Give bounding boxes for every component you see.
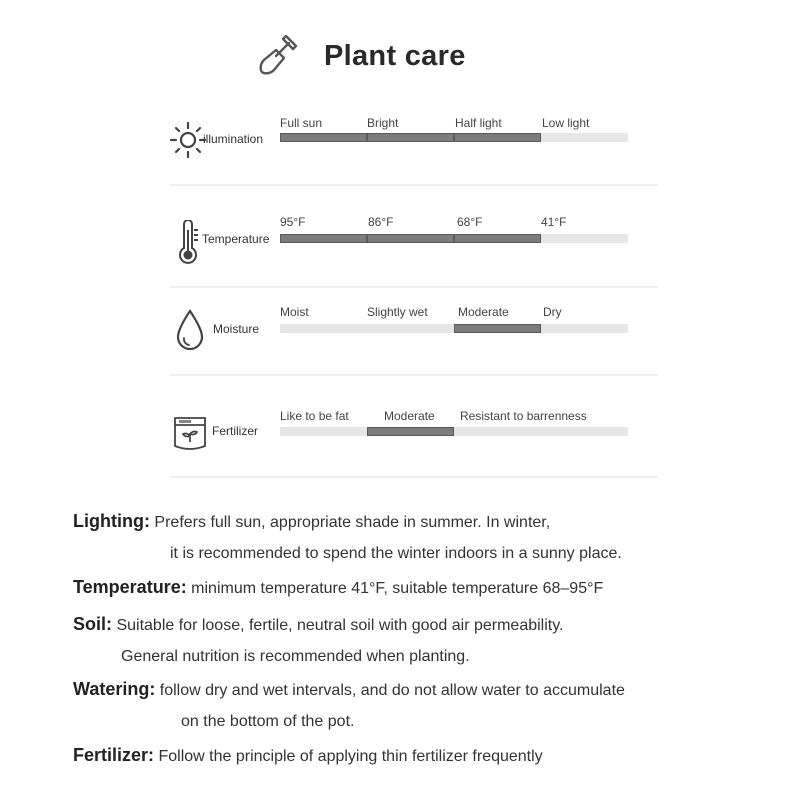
divider bbox=[170, 184, 658, 186]
shovel-icon bbox=[256, 32, 302, 78]
lighting-note bbox=[73, 511, 550, 532]
tick-slightly-wet: Slightly wet bbox=[367, 305, 428, 319]
divider bbox=[170, 286, 658, 288]
scale-segment-selected bbox=[454, 234, 541, 243]
water-drop-icon bbox=[174, 308, 206, 352]
scale-segment-selected bbox=[454, 324, 541, 333]
moisture-row bbox=[160, 300, 660, 360]
watering-note bbox=[73, 679, 625, 700]
illumination-row bbox=[160, 112, 660, 172]
tick-full-sun: Full sun bbox=[280, 116, 323, 130]
fertilizer-bag-icon bbox=[170, 412, 210, 452]
tick-moderate: Moderate bbox=[458, 305, 509, 319]
lighting-note-cont: it is recommended to spend the winter indoors in a sunny place. bbox=[170, 545, 622, 562]
temperature-row bbox=[160, 210, 660, 270]
fertilizer-text: Follow the principle of applying thin fertilizer frequently bbox=[158, 748, 543, 765]
illumination-scale bbox=[280, 133, 628, 142]
tick-86f: 86°F bbox=[368, 215, 394, 229]
soil-key: Soil: bbox=[73, 614, 112, 634]
row-label-temperature: Temperature bbox=[202, 232, 270, 246]
tick-like-to-be-fat: Like to be fat bbox=[280, 409, 349, 423]
watering-key: Watering: bbox=[73, 679, 156, 699]
tick-moist: Moist bbox=[280, 305, 309, 319]
moisture-scale bbox=[280, 324, 628, 333]
tick-low-light: Low light bbox=[542, 116, 590, 130]
temperature-text: minimum temperature 41°F, suitable temperature 68–95°F bbox=[191, 580, 604, 597]
scale-segment-selected bbox=[367, 427, 454, 436]
scale-segment-selected bbox=[454, 133, 541, 142]
tick-95f: 95°F bbox=[280, 215, 306, 229]
watering-text: follow dry and wet intervals, and do not allow water to accumulate bbox=[159, 682, 625, 699]
soil-note-cont: General nutrition is recommended when planting. bbox=[121, 648, 470, 665]
tick-41f: 41°F bbox=[541, 215, 567, 229]
fertilizer-scale bbox=[280, 427, 628, 436]
tick-fertilizer-moderate: Moderate bbox=[384, 409, 435, 423]
lighting-key: Lighting: bbox=[73, 511, 150, 531]
page-title: Plant care bbox=[324, 40, 466, 72]
tick-68f: 68°F bbox=[457, 215, 483, 229]
fertilizer-row bbox=[160, 404, 660, 464]
divider bbox=[170, 374, 658, 376]
temperature-note bbox=[73, 577, 603, 598]
fertilizer-note bbox=[73, 745, 543, 766]
temperature-scale bbox=[280, 234, 628, 243]
soil-note bbox=[73, 614, 564, 635]
fertilizer-key: Fertilizer: bbox=[73, 745, 155, 765]
tick-dry: Dry bbox=[543, 305, 562, 319]
temperature-key: Temperature: bbox=[73, 577, 187, 597]
tick-resistant-to-barrenness: Resistant to barrenness bbox=[460, 409, 587, 423]
scale-segment-selected bbox=[280, 133, 367, 142]
lighting-text: Prefers full sun, appropriate shade in summer. In winter, bbox=[154, 514, 551, 531]
scale-segment-selected bbox=[280, 234, 367, 243]
thermometer-icon bbox=[176, 220, 200, 264]
scale-segment-selected bbox=[367, 133, 454, 142]
row-label-illumination: illumination bbox=[203, 132, 264, 146]
soil-text: Suitable for loose, fertile, neutral soil with good air permeability. bbox=[116, 617, 564, 634]
row-label-fertilizer: Fertilizer bbox=[212, 424, 259, 438]
tick-bright: Bright bbox=[367, 116, 399, 130]
divider bbox=[170, 476, 658, 478]
row-label-moisture: Moisture bbox=[213, 322, 260, 336]
sun-icon bbox=[168, 120, 208, 160]
tick-half-light: Half light bbox=[455, 116, 502, 130]
watering-note-cont: on the bottom of the pot. bbox=[181, 713, 355, 730]
header bbox=[0, 28, 800, 88]
scale-segment-selected bbox=[367, 234, 454, 243]
